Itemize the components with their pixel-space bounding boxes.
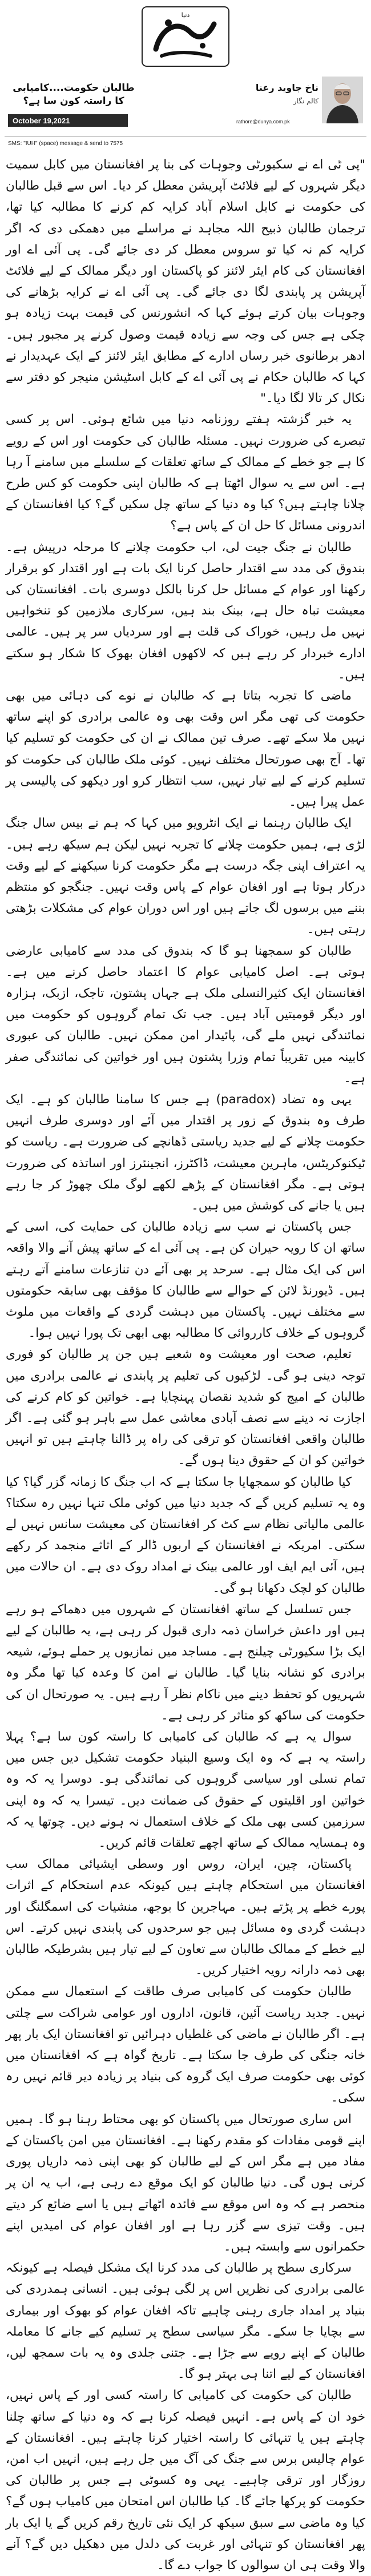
- article-paragraph: تعلیم، صحت اور معیشت وہ شعبے ہیں جن پر طالبان کو فوری توجہ دینی ہو گی۔ لڑکیوں کی تعلیم پر پابندی نے عالمی برادری میں طالبان کے امیج کو شدید نقصان پہنچایا ہے۔ خواتین کو کام کرنے کی اجازت نہ دینے سے نصف آبادی معاشی عمل سے باہر ہو گئی ہے۔ اگر طالبان واقعی افغانستان کو ترقی کی راہ پر ڈالنا چاہتے ہیں تو انہیں خواتین کو ان کے حقوق دینا ہوں گے۔: [6, 1347, 365, 1468]
- article-paragraph: سرکاری سطح پر طالبان کی مدد کرنا ایک مشکل فیصلہ ہے کیونکہ عالمی برادری کی نظریں اس پر لگی ہوئی ہیں۔ انسانی ہمدردی کی بنیاد پر امداد جاری رہنی چاہیے تاکہ افغان عوام کو بھوک اور بیماری سے بچایا جا سکے۔ مگر سیاسی سطح پر تسلیم کیے جانے کا معاملہ طالبان کے اپنے رویے سے جڑا ہے۔ جتنی جلدی وہ یہ بات سمجھ لیں، افغانستان کے لیے اتنا ہی بہتر ہو گا۔: [6, 2261, 365, 2382]
- sms-instruction: SMS: "IUH" (space) message & send to 7575: [8, 140, 123, 147]
- article-paragraph: "پی ٹی اے نے سکیورٹی وجوہات کی بنا پر افغانستان میں کابل سمیت دیگر شہروں کے لیے فلائٹ آپریشن معطل کر دیا۔ اس سے قبل طالبان کی حکومت نے کابل اسلام آباد کرایہ کم کرنے کا مطالبہ کیا تھا، ترجمان طالبان ذبیح اللہ مجاہد نے مراسلے میں دھمکی دی کہ اگر کرایہ کم نہ کیا تو سروس معطل کر دی جائے گی۔ پی آئی اے اور افغانستان کی کام ایئر لائنز کو پاکستان اور دیگر ممالک کے لیے فلائٹ آپریشن پر پابندی لگا دی جائے گی۔ پی آئی اے نے کرایہ بڑھانے کی وجوہات بیان کرتے ہوئے کہا کہ انشورنس کی قیمت بہت زیادہ ہو چکی ہے جس کی وجہ سے زیادہ قیمت وصول کرنے پر مجبور ہیں۔ ادھر برطانوی خبر رساں ادارے کے مطابق ایئر لائنز کے ایک عہدیدار نے کہا کہ طالبان حکام نے پی آئی اے کے کابل اسٹیشن منیجر کو دفتر سے نکال کر تالا لگا دیا۔": [6, 158, 365, 406]
- article-paragraph: جس پاکستان نے سب سے زیادہ طالبان کی حمایت کی، اسی کے ساتھ ان کا رویہ حیران کن ہے۔ پی آئی اے کے ساتھ پیش آنے والا واقعہ اس کی ایک مثال ہے۔ سرحد پر بھی آئے دن تنازعات سامنے آتے رہتے ہیں۔ ڈیورنڈ لائن کے حوالے سے طالبان کا مؤقف بھی سابقہ حکومتوں سے مختلف نہیں۔ پاکستان میں دہشت گردی کے واقعات میں ملوث گروہوں کے خلاف کارروائی کا مطالبہ بھی ابھی تک پورا نہیں ہوا۔: [6, 1220, 365, 1341]
- author-email[interactable]: rathore@dunya.com.pk: [236, 119, 290, 124]
- column-headline: طالبان حکومت....کامیابی کا راستہ کون سا ہے؟: [13, 82, 135, 107]
- article-body: [6, 154, 365, 2573]
- author-portrait-icon: [322, 77, 363, 123]
- masthead: [0, 0, 371, 73]
- headline-block: [8, 77, 139, 113]
- article-paragraph: ایک طالبان رہنما نے ایک انٹرویو میں کہا کہ ہم نے بیس سال جنگ لڑی ہے، ہمیں حکومت چلانے کا تجربہ نہیں لیکن ہم سیکھ رہے ہیں۔ یہ اعتراف اپنی جگہ درست ہے مگر حکومت کرنا سیکھنے کے لیے وقت درکار ہوتا ہے اور افغان عوام کے پاس وقت نہیں۔ جنگجو کو منتظم بننے میں برسوں لگ جاتے ہیں اور اس دوران عوام کی مشکلات بڑھتی رہتی ہیں۔: [6, 816, 365, 937]
- publish-date: October 19,2021: [8, 114, 128, 127]
- article-paragraph: یہ خبر گزشتہ ہفتے روزنامہ دنیا میں شائع ہوئی۔ اس پر کسی تبصرے کی ضرورت نہیں۔ مسئلہ طالبان کی حکومت اور اس کے رویے کا ہے جو خطے کے ممالک کے ساتھ تعلقات کے سلسلے میں سامنے آ رہا ہے۔ اس سے یہ سوال اٹھتا ہے کہ طالبان اپنی حکومت کو کس طرح چلانا چاہتے ہیں؟ کیا وہ دنیا کے ساتھ چل سکیں گے؟ کیا افغانستان کے اندرونی مسائل کا حل ان کے پاس ہے؟: [6, 412, 365, 533]
- author-avatar: [322, 77, 363, 123]
- dunya-logo-icon: [139, 3, 232, 70]
- author-designation: کالم نگار: [293, 97, 318, 105]
- article-paragraph: پاکستان، چین، ایران، روس اور وسطی ایشیائی ممالک سب افغانستان میں استحکام چاہتے ہیں کیونکہ عدم استحکام کے اثرات پورے خطے پر پڑتے ہیں۔ مہاجرین کا بوجھ، منشیات کی اسمگلنگ اور دہشت گردی وہ مسائل ہیں جو سرحدوں کی پابندی نہیں کرتے۔ اس لیے خطے کے ممالک طالبان سے تعاون کے لیے تیار ہیں بشرطیکہ طالبان بھی ذمہ دارانہ رویہ اختیار کریں۔: [6, 1857, 365, 1978]
- article-paragraph: سوال یہ ہے کہ طالبان کی کامیابی کا راستہ کون سا ہے؟ پہلا راستہ یہ ہے کہ وہ ایک وسیع البنیاد حکومت تشکیل دیں جس میں تمام نسلی اور سیاسی گروہوں کی نمائندگی ہو۔ دوسرا یہ کہ وہ خواتین اور اقلیتوں کے حقوق کی ضمانت دیں۔ تیسرا یہ کہ وہ اپنی سرزمین کسی بھی ملک کے خلاف استعمال نہ ہونے دیں۔ چوتھا یہ کہ وہ ہمسایہ ممالک کے ساتھ اچھے تعلقات قائم کریں۔: [6, 1730, 365, 1851]
- article-paragraph: کیا طالبان کو سمجھایا جا سکتا ہے کہ اب جنگ کا زمانہ گزر گیا؟ کیا وہ یہ تسلیم کریں گے کہ جدید دنیا میں کوئی ملک تنہا نہیں رہ سکتا؟ عالمی مالیاتی نظام سے کٹ کر افغانستان کی معیشت سانس نہیں لے سکتی۔ امریکہ نے افغانستان کے اربوں ڈالر کے اثاثے منجمد کر رکھے ہیں، آئی ایم ایف اور عالمی بینک نے امداد روک دی ہے۔ ان حالات میں طالبان کو لچک دکھانا ہو گی۔: [6, 1474, 365, 1596]
- article-paragraph: طالبان حکومت کی کامیابی صرف طاقت کے استعمال سے ممکن نہیں۔ جدید ریاست آئین، قانون، اداروں اور عوامی شراکت سے چلتی ہے۔ اگر طالبان نے ماضی کی غلطیاں دہرائیں تو افغانستان ایک بار پھر خانہ جنگی کی طرف جا سکتا ہے۔ تاریخ گواہ ہے کہ افغانستان میں کوئی بھی حکومت صرف ایک گروہ کی بنیاد پر زیادہ دیر قائم نہیں رہ سکی۔: [6, 1984, 365, 2105]
- article-paragraph: طالبان نے جنگ جیت لی، اب حکومت چلانے کا مرحلہ درپیش ہے۔ بندوق کی مدد سے اقتدار حاصل کرنا ایک بات ہے اور اقتدار کو برقرار رکھنا اور عوام کے مسائل حل کرنا بالکل دوسری بات۔ افغانستان کی معیشت تباہ حال ہے، بینک بند ہیں، سرکاری ملازمین کو تنخواہیں نہیں مل رہیں، خوراک کی قلت ہے اور سردیاں سر پر ہیں۔ عالمی ادارے خبردار کر رہے ہیں کہ لاکھوں افغان بھوک کا شکار ہو سکتے ہیں۔: [6, 540, 365, 682]
- article-paragraph: اس ساری صورتحال میں پاکستان کو بھی محتاط رہنا ہو گا۔ ہمیں اپنے قومی مفادات کو مقدم رکھنا ہے۔ افغانستان میں امن پاکستان کے مفاد میں ہے مگر اس کے لیے طالبان کو بھی اپنی ذمہ داریاں پوری کرنی ہوں گی۔ دنیا طالبان کو ایک موقع دے رہی ہے، اب یہ ان پر منحصر ہے کہ وہ اس موقع سے فائدہ اٹھاتے ہیں یا اسے ضائع کر دیتے ہیں۔ وقت تیزی سے گزر رہا ہے اور افغان عوام کی امیدیں اپنے حکمرانوں سے وابستہ ہیں۔: [6, 2112, 365, 2254]
- article-paragraph: یہی وہ تضاد (paradox) ہے جس کا سامنا طالبان کو ہے۔ ایک طرف وہ بندوق کے زور پر اقتدار میں آئے اور دوسری طرف انہیں حکومت چلانے کے لیے جدید ریاستی ڈھانچے کی ضرورت ہے۔ ریاست کو ٹیکنوکریٹس، ماہرین معیشت، ڈاکٹرز، انجینئرز اور اساتذہ کی ضرورت ہوتی ہے۔ مگر افغانستان کے پڑھے لکھے لوگ ملک چھوڑ کر جا رہے ہیں یا جانے کی کوشش میں ہیں۔: [6, 1092, 365, 1213]
- column-header: [0, 73, 371, 131]
- article-paragraph: ماضی کا تجربہ بتاتا ہے کہ طالبان نے نوے کی دہائی میں بھی حکومت کی تھی مگر اس وقت بھی وہ عالمی برادری کو اپنے ساتھ نہیں ملا سکے تھے۔ صرف تین ممالک نے ان کی حکومت کو تسلیم کیا تھا۔ آج بھی صورتحال مختلف نہیں۔ کوئی ملک طالبان کی حکومت کو تسلیم کرنے کے لیے تیار نہیں، سب انتظار کرو اور دیکھو کی پالیسی پر عمل پیرا ہیں۔: [6, 689, 365, 810]
- newspaper-logo[interactable]: [139, 3, 232, 70]
- article-paragraph: طالبان کو سمجھنا ہو گا کہ بندوق کی مدد سے کامیابی عارضی ہوتی ہے۔ اصل کامیابی عوام کا اعتماد حاصل کرنے میں ہے۔ افغانستان ایک کثیرالنسلی ملک ہے جہاں پشتون، تاجک، ازبک، ہزارہ اور دیگر قومیتیں آباد ہیں۔ جب تک تمام گروہوں کو حکومت میں نمائندگی نہیں ملے گی، پائیدار امن ممکن نہیں۔ طالبان کی عبوری کابینہ میں تقریباً تمام وزرا پشتون ہیں اور خواتین کی نمائندگی صفر ہے۔: [6, 943, 365, 1086]
- logo-text: دنیا: [181, 11, 190, 19]
- article-paragraph: جس تسلسل کے ساتھ افغانستان کے شہروں میں دھماکے ہو رہے ہیں اور داعش خراسان ذمہ داری قبول کر رہی ہے، یہ طالبان کے لیے ایک بڑا سکیورٹی چیلنج ہے۔ مساجد میں نمازیوں پر حملے ہوئے، شیعہ برادری کو نشانہ بنایا گیا۔ طالبان نے امن کا وعدہ کیا تھا مگر وہ شہریوں کو تحفظ دینے میں ناکام نظر آ رہے ہیں۔ یہ صورتحال ان کی حکومت کی ساکھ کو متاثر کر رہی ہے۔: [6, 1602, 365, 1723]
- article-paragraph: طالبان کی حکومت کی کامیابی کا راستہ کسی اور کے پاس نہیں، خود ان کے پاس ہے۔ انہیں فیصلہ کرنا ہے کہ وہ دنیا کے ساتھ چلنا چاہتے ہیں یا تنہائی کا راستہ اختیار کرنا چاہتے ہیں۔ افغانستان کے عوام چالیس برس سے جنگ کی آگ میں جل رہے ہیں، انہیں اب امن، روزگار اور ترقی چاہیے۔ یہی وہ کسوٹی ہے جس پر طالبان کی حکومت کو پرکھا جائے گا۔ کیا طالبان اس امتحان میں کامیاب ہوں گے؟ کیا وہ ماضی سے سبق سیکھ کر ایک نئی تاریخ رقم کریں گے یا ایک بار پھر افغانستان کو تنہائی اور غربت کی دلدل میں دھکیل دیں گے؟ آنے والا وقت ہی ان سوالوں کا جواب دے گا۔: [6, 2388, 365, 2573]
- author-name: ناخ جاوید رعنا: [255, 82, 318, 93]
